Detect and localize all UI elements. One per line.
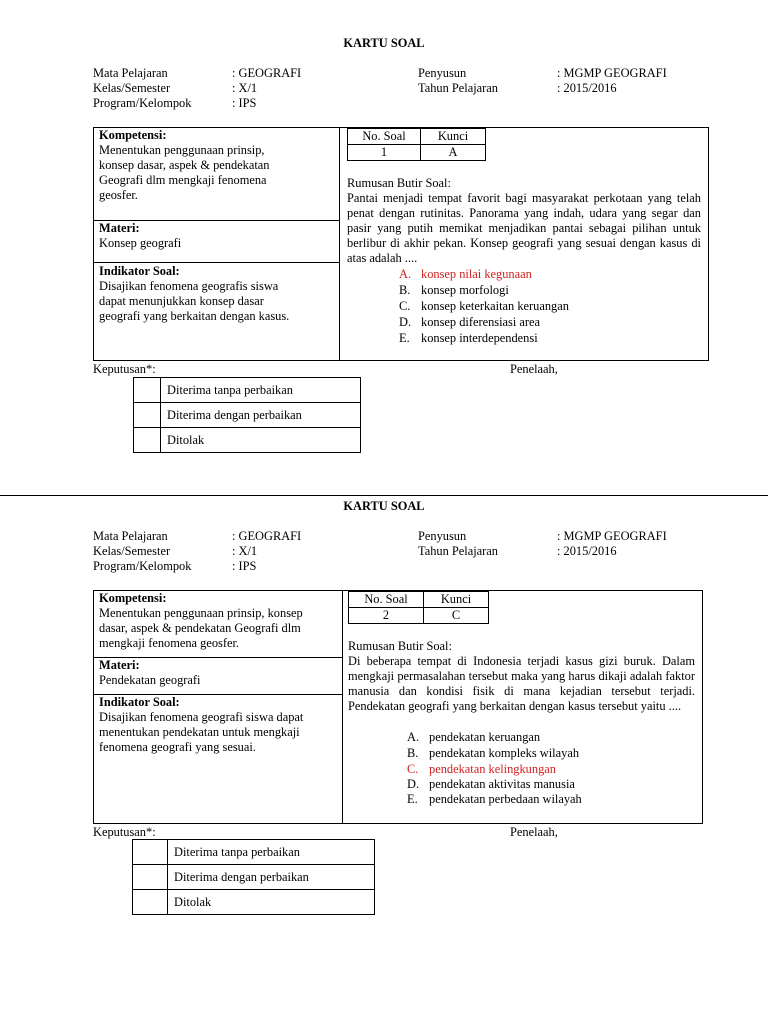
option-d — [399, 315, 540, 330]
tahun-value: : 2015/2016 — [557, 544, 617, 558]
option-d — [407, 777, 575, 792]
column-divider — [342, 590, 343, 824]
penelaah-label: Penelaah, — [510, 825, 558, 839]
kelas-label: Kelas/Semester — [93, 81, 171, 95]
decision-table — [133, 377, 361, 453]
option-b — [399, 283, 509, 298]
option-c — [407, 762, 556, 777]
option-e — [399, 331, 538, 346]
kunci-value: A — [421, 145, 486, 161]
kompetensi-line: konsep dasar, aspek & pendekatan — [99, 158, 270, 172]
option-letter: B. — [399, 283, 411, 297]
kompetensi-line: geosfer. — [99, 188, 138, 202]
page-separator — [0, 495, 768, 496]
decision-checkbox[interactable] — [134, 428, 161, 453]
column-divider — [339, 127, 340, 361]
option-text: konsep nilai kegunaan — [421, 267, 532, 281]
decision-label: Ditolak — [161, 428, 361, 453]
question-text: Di beberapa tempat di Indonesia terjadi kasus gizi buruk. Dalam mengkaji permasalahan tersebut maka yang harus dikaji adalah faktor manusia dan kondisi fisik di mana kejadian tersebut terjadi. Pendekatan geografi yang berkaitan dengan kasus tersebut yaitu .... — [348, 654, 695, 713]
penyusun-value: : MGMP GEOGRAFI — [557, 66, 667, 80]
penelaah-label: Penelaah, — [510, 362, 558, 376]
rumusan-label: Rumusan Butir Soal: — [348, 639, 452, 653]
indikator-line: Disajikan fenomena geografis siswa — [99, 279, 279, 293]
kelas-value: : X/1 — [232, 544, 258, 558]
kunci-label: Kunci — [424, 592, 489, 608]
option-letter: E. — [407, 792, 418, 806]
option-text: pendekatan perbedaan wilayah — [429, 792, 582, 806]
option-letter: E. — [399, 331, 410, 345]
tahun-label: Tahun Pelajaran — [418, 81, 498, 95]
kunci-label: Kunci — [421, 129, 486, 145]
option-text: konsep interdependensi — [421, 331, 538, 345]
kelas-value: : X/1 — [232, 81, 258, 95]
no-soal-value: 1 — [348, 145, 421, 161]
decision-label: Diterima tanpa perbaikan — [161, 378, 361, 403]
decision-table — [132, 839, 375, 915]
program-value: : IPS — [232, 96, 257, 110]
option-text: konsep keterkaitan keruangan — [421, 299, 569, 313]
card-title: KARTU SOAL — [343, 499, 425, 513]
kompetensi-label: Kompetensi: — [99, 591, 167, 605]
indikator-label: Indikator Soal: — [99, 695, 180, 709]
option-letter: A. — [399, 267, 412, 281]
no-soal-label: No. Soal — [349, 592, 424, 608]
option-text: pendekatan kelingkungan — [429, 762, 556, 776]
option-text: pendekatan kompleks wilayah — [429, 746, 580, 760]
option-a — [399, 267, 532, 282]
materi-text: Pendekatan geografi — [99, 673, 201, 687]
row-divider — [93, 262, 339, 263]
materi-label: Materi: — [99, 221, 140, 235]
no-soal-value: 2 — [349, 608, 424, 624]
program-label: Program/Kelompok — [93, 559, 192, 573]
mata-value: : GEOGRAFI — [232, 529, 302, 543]
penyusun-value: : MGMP GEOGRAFI — [557, 529, 667, 543]
option-text: pendekatan keruangan — [429, 730, 541, 744]
no-soal-table — [347, 128, 486, 161]
mata-value: : GEOGRAFI — [232, 66, 302, 80]
tahun-value: : 2015/2016 — [557, 81, 617, 95]
tahun-label: Tahun Pelajaran — [418, 544, 498, 558]
option-text: pendekatan aktivitas manusia — [429, 777, 575, 791]
decision-label: Ditolak — [168, 890, 375, 915]
kompetensi-line: Geografi dlm mengkaji fenomena — [99, 173, 267, 187]
penyusun-label: Penyusun — [418, 529, 467, 543]
decision-checkbox[interactable] — [133, 840, 168, 865]
rumusan-label: Rumusan Butir Soal: — [347, 176, 451, 190]
option-letter: C. — [407, 762, 419, 776]
indikator-line: geografi yang berkaitan dengan kasus. — [99, 309, 290, 323]
decision-label: Diterima tanpa perbaikan — [168, 840, 375, 865]
option-e — [407, 792, 582, 807]
mata-label: Mata Pelajaran — [93, 529, 168, 543]
decision-label: Diterima dengan perbaikan — [161, 403, 361, 428]
penyusun-label: Penyusun — [418, 66, 467, 80]
option-letter: C. — [399, 299, 411, 313]
no-soal-table — [348, 591, 489, 624]
indikator-line: fenomena geografi yang sesuai. — [99, 740, 256, 754]
kompetensi-line: Menentukan penggunaan prinsip, — [99, 143, 265, 157]
decision-checkbox[interactable] — [133, 865, 168, 890]
no-soal-label: No. Soal — [348, 129, 421, 145]
decision-checkbox[interactable] — [134, 378, 161, 403]
materi-label: Materi: — [99, 658, 140, 672]
option-letter: B. — [407, 746, 419, 760]
decision-label: Diterima dengan perbaikan — [168, 865, 375, 890]
decision-checkbox[interactable] — [133, 890, 168, 915]
kompetensi-label: Kompetensi: — [99, 128, 167, 142]
question-text: Pantai menjadi tempat favorit bagi masyarakat perkotaan yang telah penat dengan rutinitas. Panorama yang indah, udara yang segar dan pasir yang putih memikat menjadikan pantai sebagai pilihan untuk berlibur di akhir pekan. Konsep geografi yang sesuai dengan kasus di atas adalah .... — [347, 191, 701, 265]
mata-label: Mata Pelajaran — [93, 66, 168, 80]
indikator-line: menentukan pendekatan untuk mengkaji — [99, 725, 300, 739]
option-letter: A. — [407, 730, 420, 744]
card-title: KARTU SOAL — [343, 36, 425, 50]
option-b — [407, 746, 579, 761]
program-value: : IPS — [232, 559, 257, 573]
option-letter: D. — [407, 777, 420, 791]
indikator-line: Disajikan fenomena geografi siswa dapat — [99, 710, 304, 724]
decision-checkbox[interactable] — [134, 403, 161, 428]
kunci-value: C — [424, 608, 489, 624]
kelas-label: Kelas/Semester — [93, 544, 171, 558]
materi-text: Konsep geografi — [99, 236, 182, 250]
indikator-line: dapat menunjukkan konsep dasar — [99, 294, 264, 308]
program-label: Program/Kelompok — [93, 96, 192, 110]
keputusan-label: Keputusan*: — [93, 825, 156, 839]
option-text: konsep diferensiasi area — [421, 315, 541, 329]
option-text: konsep morfologi — [421, 283, 509, 297]
indikator-label: Indikator Soal: — [99, 264, 180, 278]
kompetensi-line: Menentukan penggunaan prinsip, konsep — [99, 606, 303, 620]
keputusan-label: Keputusan*: — [93, 362, 156, 376]
kompetensi-line: mengkaji fenomena geosfer. — [99, 636, 240, 650]
option-letter: D. — [399, 315, 412, 329]
option-c — [399, 299, 569, 314]
kompetensi-line: dasar, aspek & pendekatan Geografi dlm — [99, 621, 301, 635]
option-a — [407, 730, 540, 745]
